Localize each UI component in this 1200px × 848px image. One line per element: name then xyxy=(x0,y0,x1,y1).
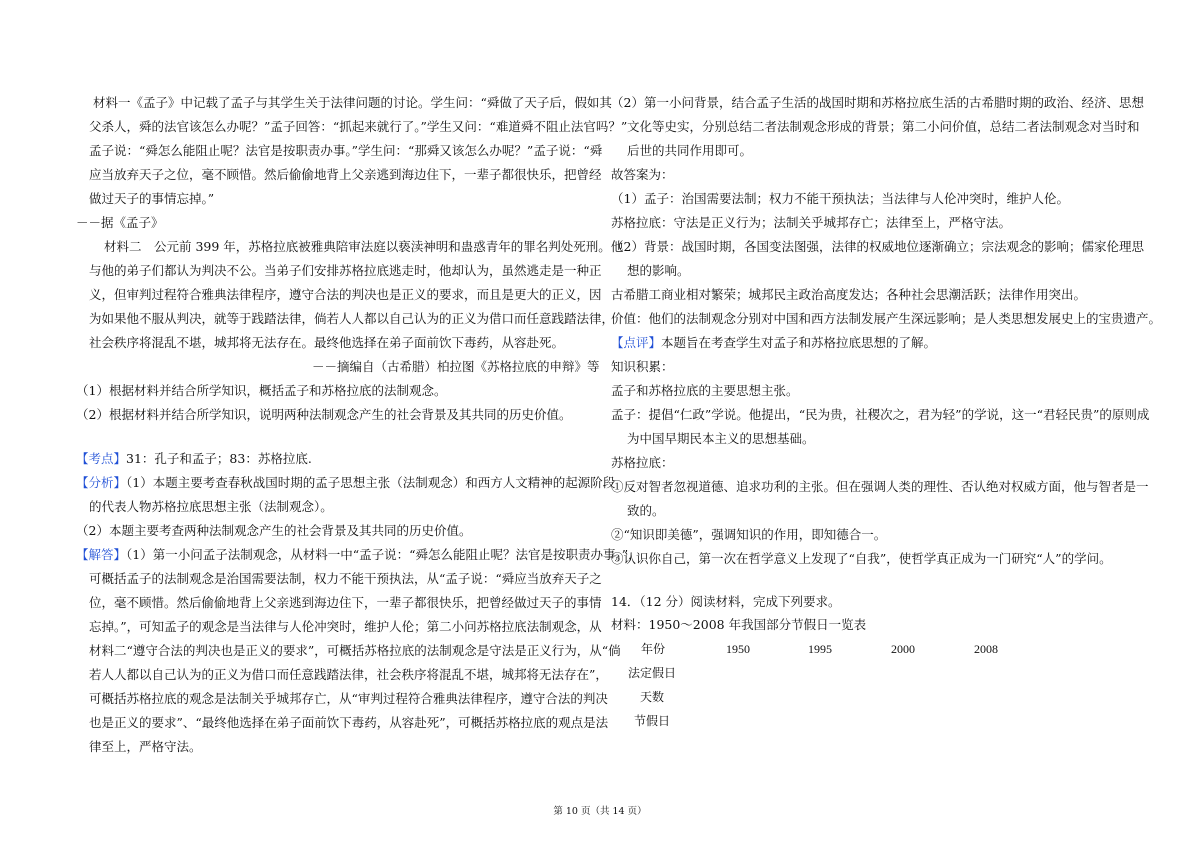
analysis-line: 后世的共同作用即可。 xyxy=(627,143,753,158)
knowledge-line: 知识积累： xyxy=(611,359,674,374)
material1-line: 父杀人，舜的法官该怎么办呢？”孟子回答：“抓起来就行了。”学生又问：“难道舜不阻止法官吗？” xyxy=(89,119,628,134)
analysis-line: （2）第一小问背景，结合孟子生活的战国时期和苏格拉底生活的古希腊时期的政治、经济、思想 xyxy=(611,95,1144,110)
answer-line: 苏格拉底：守法是正义行为；法制关乎城邦存亡；法律至上，严格守法。 xyxy=(611,215,1012,230)
material1-line: 做过天子的事情忘掉。” xyxy=(89,191,215,206)
table-header-cell: 1950 xyxy=(726,642,750,656)
fenxi-line: 的代表人物苏格拉底思想主张（法制观念）。 xyxy=(89,499,333,514)
material2-line: 社会秩序将混乱不堪，城邦将无法存在。最终他选择在弟子面前饮下毒药，从容赴死。 xyxy=(89,335,565,350)
analysis-line: 文化等史实，分别总结二者法制观念形成的背景；第二小问价值，总结二者法制观念对当时和 xyxy=(627,119,1140,134)
material1-line: 孟子说：“舜怎么能阻止呢？法官是按职责办事。”学生问：“那舜又该怎么办呢？”孟子说：“舜 xyxy=(89,143,603,158)
table-row-label: 天数 xyxy=(640,690,665,704)
kaodian-line xyxy=(76,451,312,467)
answer-line: （2）背景：战国时期，各国变法图强，法律的权威地位逐渐确立；宗法观念的影响；儒家伦理思 xyxy=(611,239,1144,254)
knowledge-line: 孟子：提倡“仁政”学说。他提出，“民为贵，社稷次之，君为轻”的学说，这一“君轻民贵”的原则成 xyxy=(611,407,1150,422)
jieda-line: 也是正义的要求”、“最终他选择在弟子面前饮下毒药，从容赴死”，可概括苏格拉底的观点是法 xyxy=(89,715,609,730)
jieda-text: （1）第一小问孟子法制观念，从材料一中“孟子说：“舜怎么能阻止呢？法官是按职责办事。”， xyxy=(126,547,641,562)
answer-line: （1）孟子：治国需要法制；权力不能干预执法；当法律与人伦冲突时，维护人伦。 xyxy=(611,191,1069,206)
table-header-cell: 2008 xyxy=(974,642,998,656)
material2-line: 与他的弟子们都认为判决不公。当弟子们安排苏格拉底逃走时，他却认为，虽然逃走是一种正 xyxy=(89,263,602,278)
question-2: （2）根据材料并结合所学知识，说明两种法制观念产生的社会背景及其共同的历史价值。 xyxy=(76,407,572,422)
knowledge-line: 苏格拉底： xyxy=(611,455,674,470)
table-row-label: 法定假日 xyxy=(628,666,677,680)
knowledge-line: 为中国早期民本主义的思想基础。 xyxy=(627,431,815,446)
jieda-tag: 【解答】 xyxy=(76,547,127,562)
material1-source: －－据《孟子》 xyxy=(76,215,164,230)
question-14-title: 14．（12 分）阅读材料，完成下列要求。 xyxy=(611,594,841,609)
table-header-year: 年份 xyxy=(641,642,666,656)
fenxi-tag: 【分析】 xyxy=(76,475,127,490)
fenxi-line: （2）本题主要考查两种法制观念产生的社会背景及其共同的历史价值。 xyxy=(76,523,472,538)
knowledge-line: 致的。 xyxy=(627,503,665,518)
jieda-line: 位，毫不顾惜。然后偷偷地背上父亲逃到海边住下，一辈子都很快乐，把曾经做过天子的事情 xyxy=(89,595,602,610)
material1-line: 应当放弃天子之位，毫不顾惜。然后偷偷地背上父亲逃到海边住下，一辈子都很快乐，把曾经 xyxy=(89,167,602,182)
knowledge-line: ①反对智者忽视道德、追求功利的主张。但在强调人类的理性、否认绝对权威方面，他与智者是一 xyxy=(611,479,1149,494)
jieda-line: 材料二“遵守合法的判决也是正义的要求”，可概括苏格拉底的法制观念是守法是正义行为，从“倘 xyxy=(89,643,621,658)
knowledge-line: ③认识你自己，第一次在哲学意义上发现了“自我”，使哲学真正成为一门研究“人”的学问。 xyxy=(611,551,1112,566)
table-row-label: 节假日 xyxy=(634,714,671,728)
jieda-line xyxy=(76,547,641,563)
jieda-line: 忘掉。”，可知孟子的观念是当法律与人伦冲突时，维护人伦；第二小问苏格拉底法制观念，从 xyxy=(89,619,602,634)
kaodian-text: 31：孔子和孟子；83：苏格拉底. xyxy=(126,451,312,466)
fenxi-line xyxy=(76,475,615,491)
jieda-line: 律至上，严格守法。 xyxy=(89,739,202,754)
dianping-line xyxy=(611,335,936,351)
answer-label: 故答案为： xyxy=(611,167,674,182)
jieda-line: 可概括孟子的法制观念是治国需要法制，权力不能干预执法，从“孟子说：“舜应当放弃天子之 xyxy=(89,571,602,586)
material2-line: 材料二 公元前 399 年，苏格拉底被雅典陪审法庭以亵渎神明和蛊惑青年的罪名判处死刑。他 xyxy=(104,239,624,254)
knowledge-line: 孟子和苏格拉底的主要思想主张。 xyxy=(611,383,799,398)
material2-line: 为如果他不服从判决，就等于践踏法律，倘若人人都以自己认为的正义为借口而任意践踏法律， xyxy=(89,311,615,326)
table-header-cell: 2000 xyxy=(891,642,915,656)
material1-line: 材料一《孟子》中记载了孟子与其学生关于法律问题的讨论。学生问：“舜做了天子后，假如其 xyxy=(93,95,612,110)
jieda-line: 可概括苏格拉底的观念是法制关乎城邦存亡，从“审判过程符合雅典法律程序，遵守合法的判决 xyxy=(89,691,608,706)
answer-line: 古希腊工商业相对繁荣；城邦民主政治高度发达；各种社会思潮活跃；法律作用突出。 xyxy=(611,287,1087,302)
question-1: （1）根据材料并结合所学知识，概括孟子和苏格拉底的法制观念。 xyxy=(76,383,447,398)
knowledge-line: ②“知识即美德”，强调知识的作用，即知德合一。 xyxy=(611,527,887,542)
question-14-material: 材料：1950～2008 年我国部分节假日一览表 xyxy=(611,617,867,632)
page-footer: 第 10 页（共 14 页） xyxy=(553,806,647,817)
dianping-text: 本题旨在考查学生对孟子和苏格拉底思想的了解。 xyxy=(661,335,937,350)
answer-line: 想的影响。 xyxy=(627,263,690,278)
dianping-tag: 【点评】 xyxy=(611,335,662,350)
answer-line: 价值：他们的法制观念分别对中国和西方法制发展产生深远影响；是人类思想发展史上的宝贵遗产。 xyxy=(611,311,1162,326)
material2-source: －－摘编自（古希腊）柏拉图《苏格拉底的申辩》等 xyxy=(312,359,600,374)
kaodian-tag: 【考点】 xyxy=(76,451,127,466)
jieda-line: 若人人都以自己认为的正义为借口而任意践踏法律，社会秩序将混乱不堪，城邦将无法存在”， xyxy=(89,667,608,682)
table-header-cell: 1995 xyxy=(808,642,832,656)
fenxi-text: （1）本题主要考查春秋战国时期的孟子思想主张（法制观念）和西方人文精神的起源阶段 xyxy=(126,475,616,490)
material2-line: 义，但审判过程符合雅典法律程序，遵守合法的判决也是正义的要求，而且是更大的正义，因 xyxy=(89,287,602,302)
